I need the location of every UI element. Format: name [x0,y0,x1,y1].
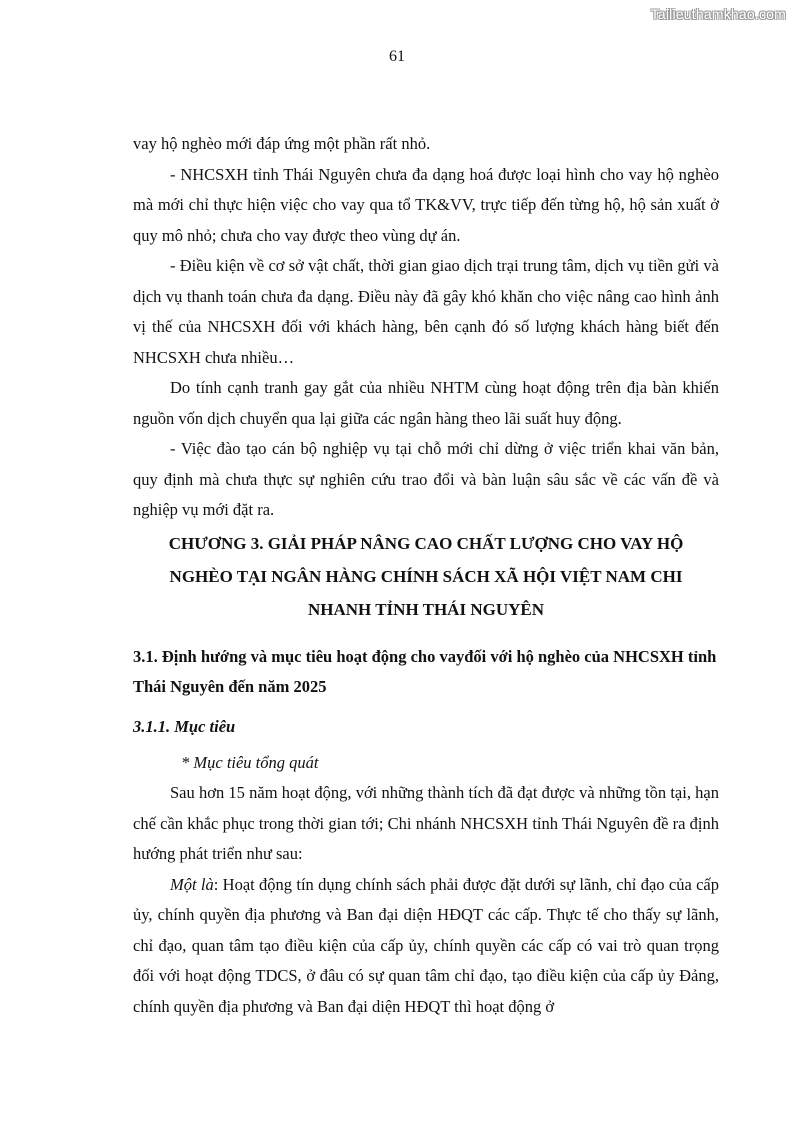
document-body [133,129,719,1022]
chapter-heading-line: NGHÈO TẠI NGÂN HÀNG CHÍNH SÁCH XÃ HỘI VIỆT NAM CHI [169,566,683,586]
subsection-heading: 3.1.1. Mục tiêu [133,716,236,736]
subheading: * Mục tiêu tổng quát [181,752,319,772]
paragraph: - Điều kiện về cơ sở vật chất, thời gian giao dịch trại trung tâm, dịch vụ tiền gửi và dịch vụ thanh toán chưa đa dạng. Điều này đã gây khó khăn cho việc nâng cao hình ảnh vị thế của NHCSXH đối với khách hàng, bên cạnh đó số lượng khách hàng biết đến NHCSXH chưa nhiều… [133,256,719,367]
lead-term: Một là [170,874,214,894]
section-heading: 3.1. Định hướng và mục tiêu hoạt động cho vayđối với hộ nghèo của NHCSXH tỉnh Thái Nguyên đến năm 2025 [133,646,717,696]
chapter-heading-line: CHƯƠNG 3. GIẢI PHÁP NÂNG CAO CHẤT LƯỢNG CHO VAY HỘ [168,533,684,553]
paragraph: Do tính cạnh tranh gay gắt của nhiều NHTM cùng hoạt động trên địa bàn khiến nguồn vốn dịch chuyển qua lại giữa các ngân hàng theo lãi suất huy động. [133,378,719,428]
paragraph: vay hộ nghèo mới đáp ứng một phần rất nhỏ. [133,134,431,153]
paragraph: - Việc đào tạo cán bộ nghiệp vụ tại chỗ mới chỉ dừng ở việc triển khai văn bản, quy định mà chưa thực sự nghiên cứu trao đổi và bàn luận sâu sắc về các vấn đề và nghiệp vụ mới đặt ra. [133,439,719,519]
paragraph [133,870,719,1023]
page-number: 61 [389,48,405,65]
chapter-heading-line: NHANH TỈNH THÁI NGUYÊN [308,599,544,619]
chapter-heading [133,527,719,626]
paragraph-text: : Hoạt động tín dụng chính sách phải được đặt dưới sự lãnh, chỉ đạo của cấp ủy, chính quyền địa phương và Ban đại diện HĐQT các cấp. Thực tế cho thấy sự lãnh, chỉ đạo, quan tâm tạo điều kiện của cấp ủy, chính quyền các cấp có vai trò quan trọng đối với hoạt động TDCS, ở đâu có sự quan tâm chỉ đạo, tạo điều kiện của cấp ủy Đảng, chính quyền địa phương và Ban đại diện HĐQT thì hoạt động ở [133,874,719,1016]
paragraph: - NHCSXH tỉnh Thái Nguyên chưa đa dạng hoá được loại hình cho vay hộ nghèo mà mới chỉ thực hiện việc cho vay qua tổ TK&VV, trực tiếp đến từng hộ, hộ sản xuất ở quy mô nhỏ; chưa cho vay được theo vùng dự án. [133,164,719,245]
paragraph: Sau hơn 15 năm hoạt động, với những thành tích đã đạt được và những tồn tại, hạn chế cần khắc phục trong thời gian tới; Chi nhánh NHCSXH tỉnh Thái Nguyên đề ra định hướng phát triển như sau: [133,783,719,863]
watermark: Tailieuthamkhao.com [650,6,786,22]
